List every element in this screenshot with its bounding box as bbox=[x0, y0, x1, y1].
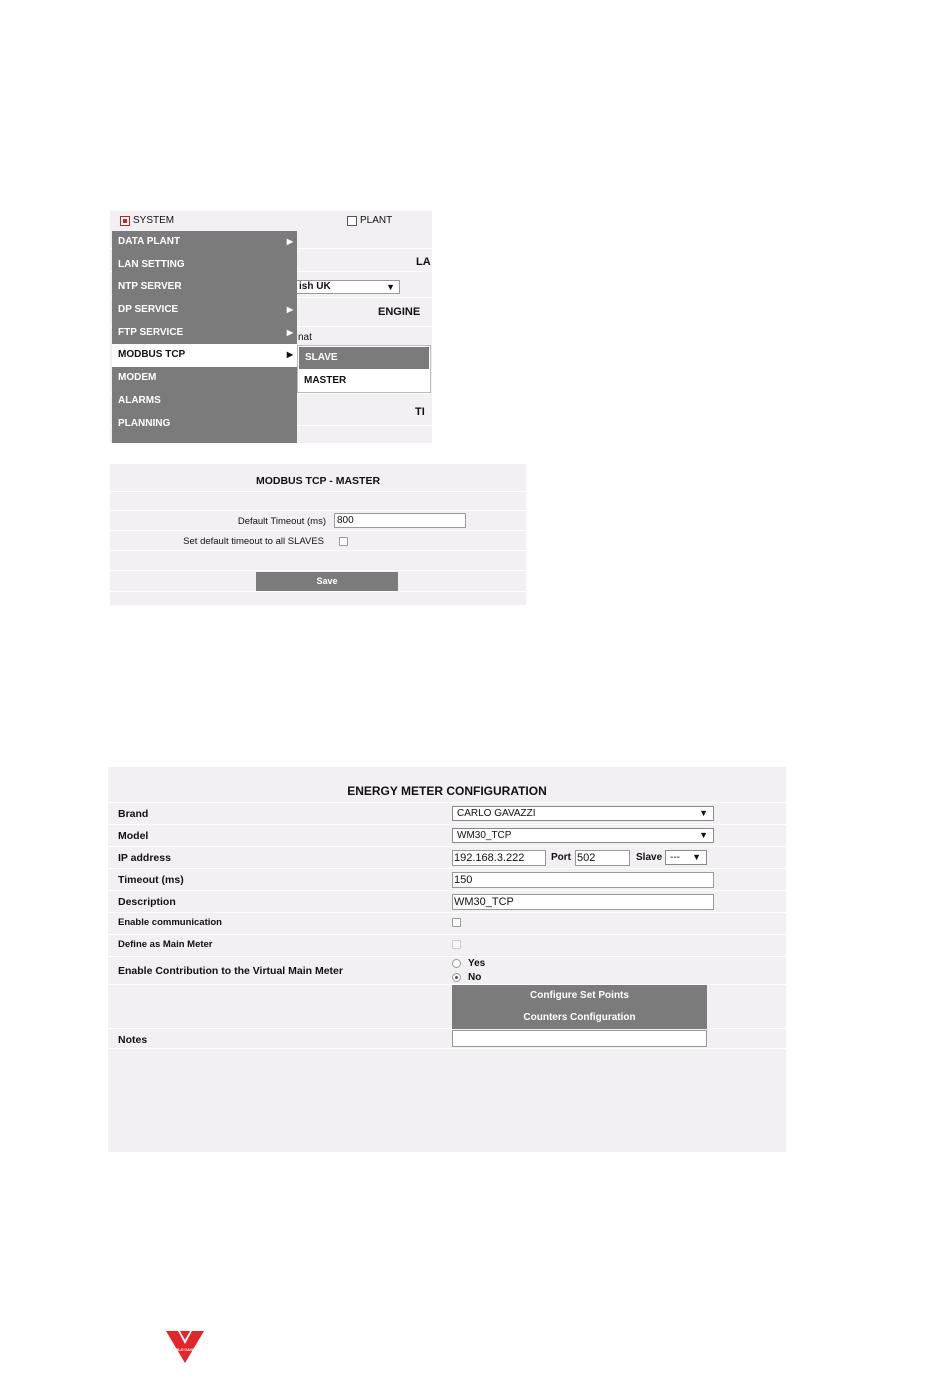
model-label: Model bbox=[118, 830, 149, 842]
main-meter-checkbox[interactable] bbox=[452, 940, 461, 949]
slave-select-value: --- bbox=[670, 852, 680, 863]
menu-item-ntp-server[interactable]: NTP SERVER bbox=[118, 281, 182, 293]
menu-item-data-plant[interactable]: DATA PLANT ▶ bbox=[112, 231, 297, 254]
format-label: nat bbox=[298, 332, 312, 343]
brand-label: Brand bbox=[118, 808, 149, 820]
virtual-no-label: No bbox=[468, 972, 482, 983]
description-label: Description bbox=[118, 896, 176, 908]
menu-screenshot bbox=[110, 211, 432, 443]
set-default-timeout-label: Set default timeout to all SLAVES bbox=[183, 536, 324, 547]
menu-item-ftp-service[interactable]: FTP SERVICE ▶ bbox=[112, 322, 297, 345]
time-header: TI bbox=[415, 406, 425, 418]
enable-communication-label: Enable communication bbox=[118, 917, 222, 928]
language-select[interactable] bbox=[296, 280, 400, 294]
main-menu bbox=[112, 231, 297, 443]
page-title: MODBUS TCP - MASTER bbox=[255, 475, 381, 487]
slave-select[interactable] bbox=[665, 850, 707, 865]
arrow-right-icon: ▶ bbox=[286, 305, 293, 315]
brand-select[interactable] bbox=[452, 806, 714, 821]
menu-item-planning[interactable]: PLANNING bbox=[118, 417, 171, 429]
notes-label: Notes bbox=[118, 1034, 148, 1046]
timeout-input[interactable]: 150 bbox=[452, 872, 714, 888]
notes-input[interactable] bbox=[452, 1030, 707, 1047]
page-title: ENERGY METER CONFIGURATION bbox=[347, 784, 547, 798]
description-input[interactable]: WM30_TCP bbox=[452, 894, 714, 910]
chevron-down-icon: ▼ bbox=[699, 808, 708, 818]
modbus-master-panel bbox=[110, 464, 526, 605]
ip-address-input[interactable]: 192.168.3.222 bbox=[452, 850, 546, 866]
chevron-down-icon: ▼ bbox=[386, 282, 395, 292]
language-header: LA bbox=[416, 256, 431, 268]
enable-communication-checkbox[interactable] bbox=[452, 918, 461, 927]
model-select[interactable] bbox=[452, 828, 714, 843]
tab-system-label: SYSTEM bbox=[133, 215, 175, 226]
port-input[interactable]: 502 bbox=[575, 850, 630, 866]
modbus-submenu bbox=[297, 345, 431, 393]
system-checkbox[interactable] bbox=[120, 216, 130, 226]
tab-plant-label: PLANT bbox=[360, 215, 393, 226]
menu-item-modbus-tcp[interactable]: MODBUS TCP ▶ bbox=[112, 344, 297, 367]
main-meter-label: Define as Main Meter bbox=[118, 939, 213, 950]
default-timeout-label: Default Timeout (ms) bbox=[237, 516, 326, 527]
default-timeout-input[interactable]: 800 bbox=[334, 513, 466, 528]
arrow-right-icon: ▶ bbox=[286, 327, 293, 337]
submenu-item-slave[interactable]: SLAVE bbox=[299, 347, 429, 369]
menu-item-lan-setting[interactable]: LAN SETTING bbox=[118, 258, 185, 270]
timeout-label: Timeout (ms) bbox=[118, 874, 184, 886]
language-select-value: ish UK bbox=[299, 281, 331, 292]
chevron-down-icon: ▼ bbox=[692, 852, 701, 862]
logo-text: CARLO GAVAZZI bbox=[170, 1347, 200, 1352]
counters-configuration-button[interactable]: Counters Configuration bbox=[452, 1007, 707, 1029]
set-default-timeout-checkbox[interactable] bbox=[339, 537, 348, 546]
submenu-item-master[interactable]: MASTER bbox=[304, 375, 347, 386]
virtual-yes-label: Yes bbox=[468, 958, 486, 969]
energy-meter-panel bbox=[108, 767, 786, 1152]
virtual-yes-radio[interactable] bbox=[452, 959, 461, 968]
save-button[interactable]: Save bbox=[256, 572, 398, 591]
chevron-down-icon: ▼ bbox=[699, 830, 708, 840]
ip-address-label: IP address bbox=[118, 852, 171, 864]
menu-item-modem[interactable]: MODEM bbox=[118, 372, 157, 384]
arrow-right-icon: ▶ bbox=[286, 350, 293, 360]
tab-system[interactable] bbox=[120, 215, 174, 226]
menu-item-dp-service[interactable]: DP SERVICE ▶ bbox=[112, 299, 297, 322]
virtual-no-radio[interactable] bbox=[452, 973, 461, 982]
menu-item-alarms[interactable]: ALARMS bbox=[118, 394, 161, 406]
engine-header: ENGINE bbox=[378, 306, 421, 318]
configure-set-points-button[interactable]: Configure Set Points bbox=[452, 985, 707, 1007]
arrow-right-icon: ▶ bbox=[286, 237, 293, 246]
brand-select-value: CARLO GAVAZZI bbox=[457, 808, 536, 819]
model-select-value: WM30_TCP bbox=[457, 830, 512, 841]
tab-plant[interactable] bbox=[347, 215, 392, 226]
virtual-meter-label: Enable Contribution to the Virtual Main Meter bbox=[118, 965, 343, 977]
port-label: Port bbox=[551, 852, 571, 863]
slave-label: Slave bbox=[636, 852, 663, 863]
plant-checkbox[interactable] bbox=[347, 216, 357, 226]
